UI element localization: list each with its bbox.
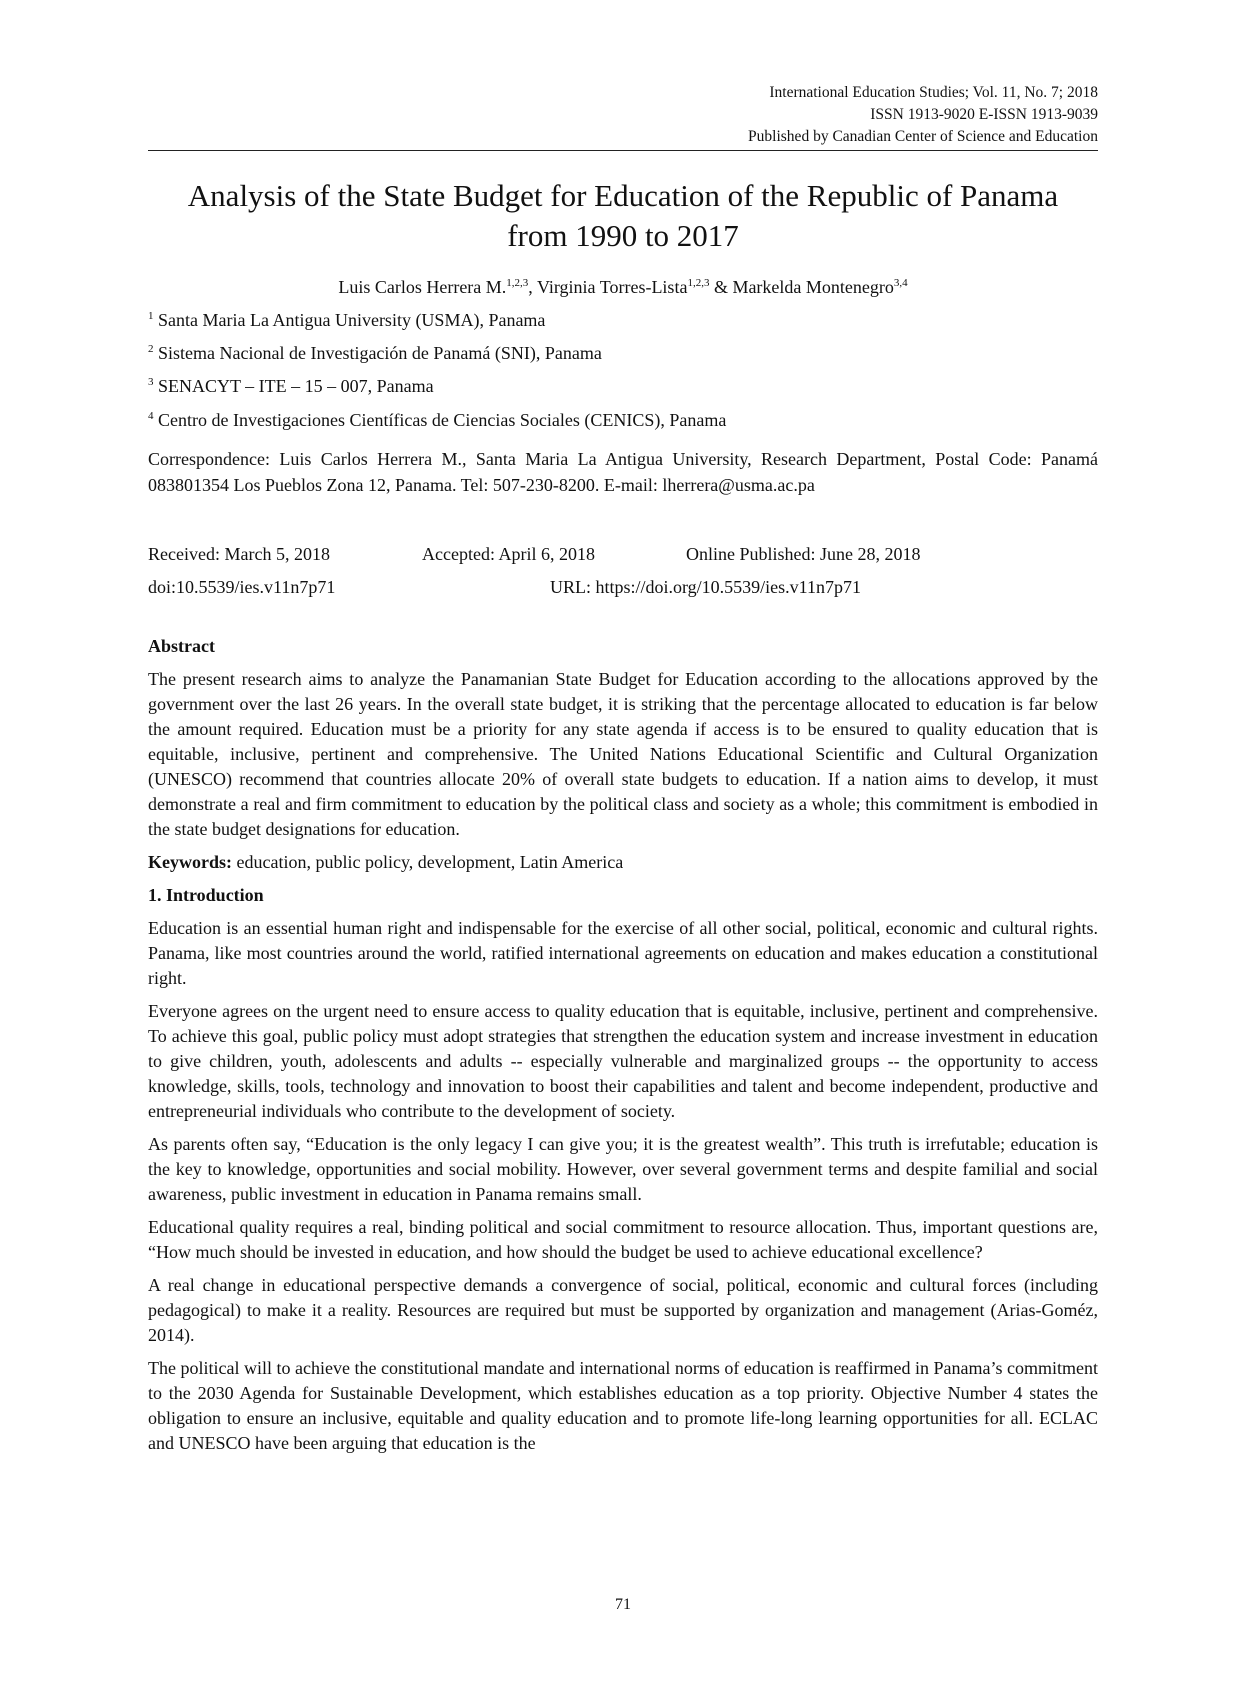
affiliation-3: $^3$ SENACYT – ITE – 15 – 007, Panama xyxy=(148,376,434,396)
url-link[interactable]: URL: https://doi.org/10.5539/ies.v11n7p71 xyxy=(550,577,862,597)
author-3: & Markelda Montenegro xyxy=(709,277,894,297)
header-rule xyxy=(148,150,1098,151)
paragraph: As parents often say, “Education is the only legacy I can give you; it is the greatest wealth”. This truth is irrefutable; education is the key to knowledge, opportunities and social mobility. However, over several government terms and despite familial and social awareness, public investment in education in Panama remains small. xyxy=(148,1134,1098,1204)
doi-text: doi:10.5539/ies.v11n7p71 xyxy=(148,577,336,597)
accepted-date: Accepted: April 6, 2018 xyxy=(422,544,595,564)
correspondence: Correspondence: Luis Carlos Herrera M., Santa Maria La Antigua University, Research Department, Postal Code: Panamá 083801354 Los Pueblos Zona 12, Panama. Tel: 507-230-8200. E-mail: lherrera@usma.ac.pa xyxy=(148,449,1098,495)
journal-issn: ISSN 1913-9020 E-ISSN 1913-9039 xyxy=(870,106,1098,123)
paper-title: Analysis of the State Budget for Education of the Republic of Panama from 1990 to 2017 xyxy=(187,178,1059,253)
body-text xyxy=(148,634,1098,1464)
page-number: 71 xyxy=(615,1596,631,1613)
journal-header xyxy=(748,82,1098,148)
abstract-heading: Abstract xyxy=(148,636,215,656)
online-date: Online Published: June 28, 2018 xyxy=(686,544,921,564)
author-list: Luis Carlos Herrera M.$^{1,2,3}$, Virginia Torres-Lista$^{1,2,3}$ & Markelda Montenegro$^{3,4}$ xyxy=(338,277,908,297)
journal-citation: International Education Studies; Vol. 11, No. 7; 2018 xyxy=(769,84,1098,101)
paragraph: A real change in educational perspective demands a convergence of social, political, economic and cultural forces (including pedagogical) to make it a reality. Resources are required but must be supported by organization and management (Arias-Goméz, 2014). xyxy=(148,1275,1098,1345)
affiliation-1: $^1$ Santa Maria La Antigua University (USMA), Panama xyxy=(148,310,546,330)
paragraph: The political will to achieve the constitutional mandate and international norms of education is reaffirmed in Panama’s commitment to the 2030 Agenda for Sustainable Development, which establishes education as a top priority. Objective Number 4 states the obligation to ensure an inclusive, equitable and quality education and to promote life-long learning opportunities for all. ECLAC and UNESCO have been arguing that education is the xyxy=(148,1358,1098,1453)
affiliation-4: $^4$ Centro de Investigaciones Científicas de Ciencias Sociales (CENICS), Panama xyxy=(148,410,727,430)
introduction-heading: 1. Introduction xyxy=(148,885,264,905)
abstract-text: The present research aims to analyze the Panamanian State Budget for Education according to the allocations approved by the government over the last 26 years. In the overall state budget, it is striking that the percentage allocated to education is far below the amount required. Education must be a priority for any state agenda if access is to be ensured to quality education that is equitable, inclusive, pertinent and comprehensive. The United Nations Educational Scientific and Cultural Organization (UNESCO) recommend that countries allocate 20% of overall state budgets to education. If a nation aims to develop, it must demonstrate a real and firm commitment to education by the political class and society as a whole; this commitment is embodied in the state budget designations for education. xyxy=(148,669,1098,839)
journal-publisher: Published by Canadian Center of Science and Education xyxy=(748,128,1098,145)
received-date: Received: March 5, 2018 xyxy=(148,544,330,564)
paragraph: Everyone agrees on the urgent need to ensure access to quality education that is equitable, inclusive, pertinent and comprehensive. To achieve this goal, public policy must adopt strategies that strengthen the education system and increase investment in education to give children, youth, adolescents and adults -- especially vulnerable and marginalized groups -- the opportunity to access knowledge, skills, tools, technology and innovation to boost their capabilities and talent and become independent, productive and entrepreneurial individuals who contribute to the development of society. xyxy=(148,1001,1098,1121)
paragraph: Education is an essential human right and indispensable for the exercise of all other social, political, economic and cultural rights. Panama, like most countries around the world, ratified international agreements on education and makes education a constitutional right. xyxy=(148,918,1098,988)
author-2: , Virginia Torres-Lista xyxy=(528,277,688,297)
affiliation-2: $^2$ Sistema Nacional de Investigación de Panamá (SNI), Panama xyxy=(148,343,602,363)
paragraph: Educational quality requires a real, binding political and social commitment to resource allocation. Thus, important questions are, “How much should be invested in education, and how should the budget be used to achieve educational excellence? xyxy=(148,1217,1098,1262)
author-1: Luis Carlos Herrera M. xyxy=(338,277,507,297)
keywords: Keywords: education, public policy, development, Latin America xyxy=(148,852,624,872)
